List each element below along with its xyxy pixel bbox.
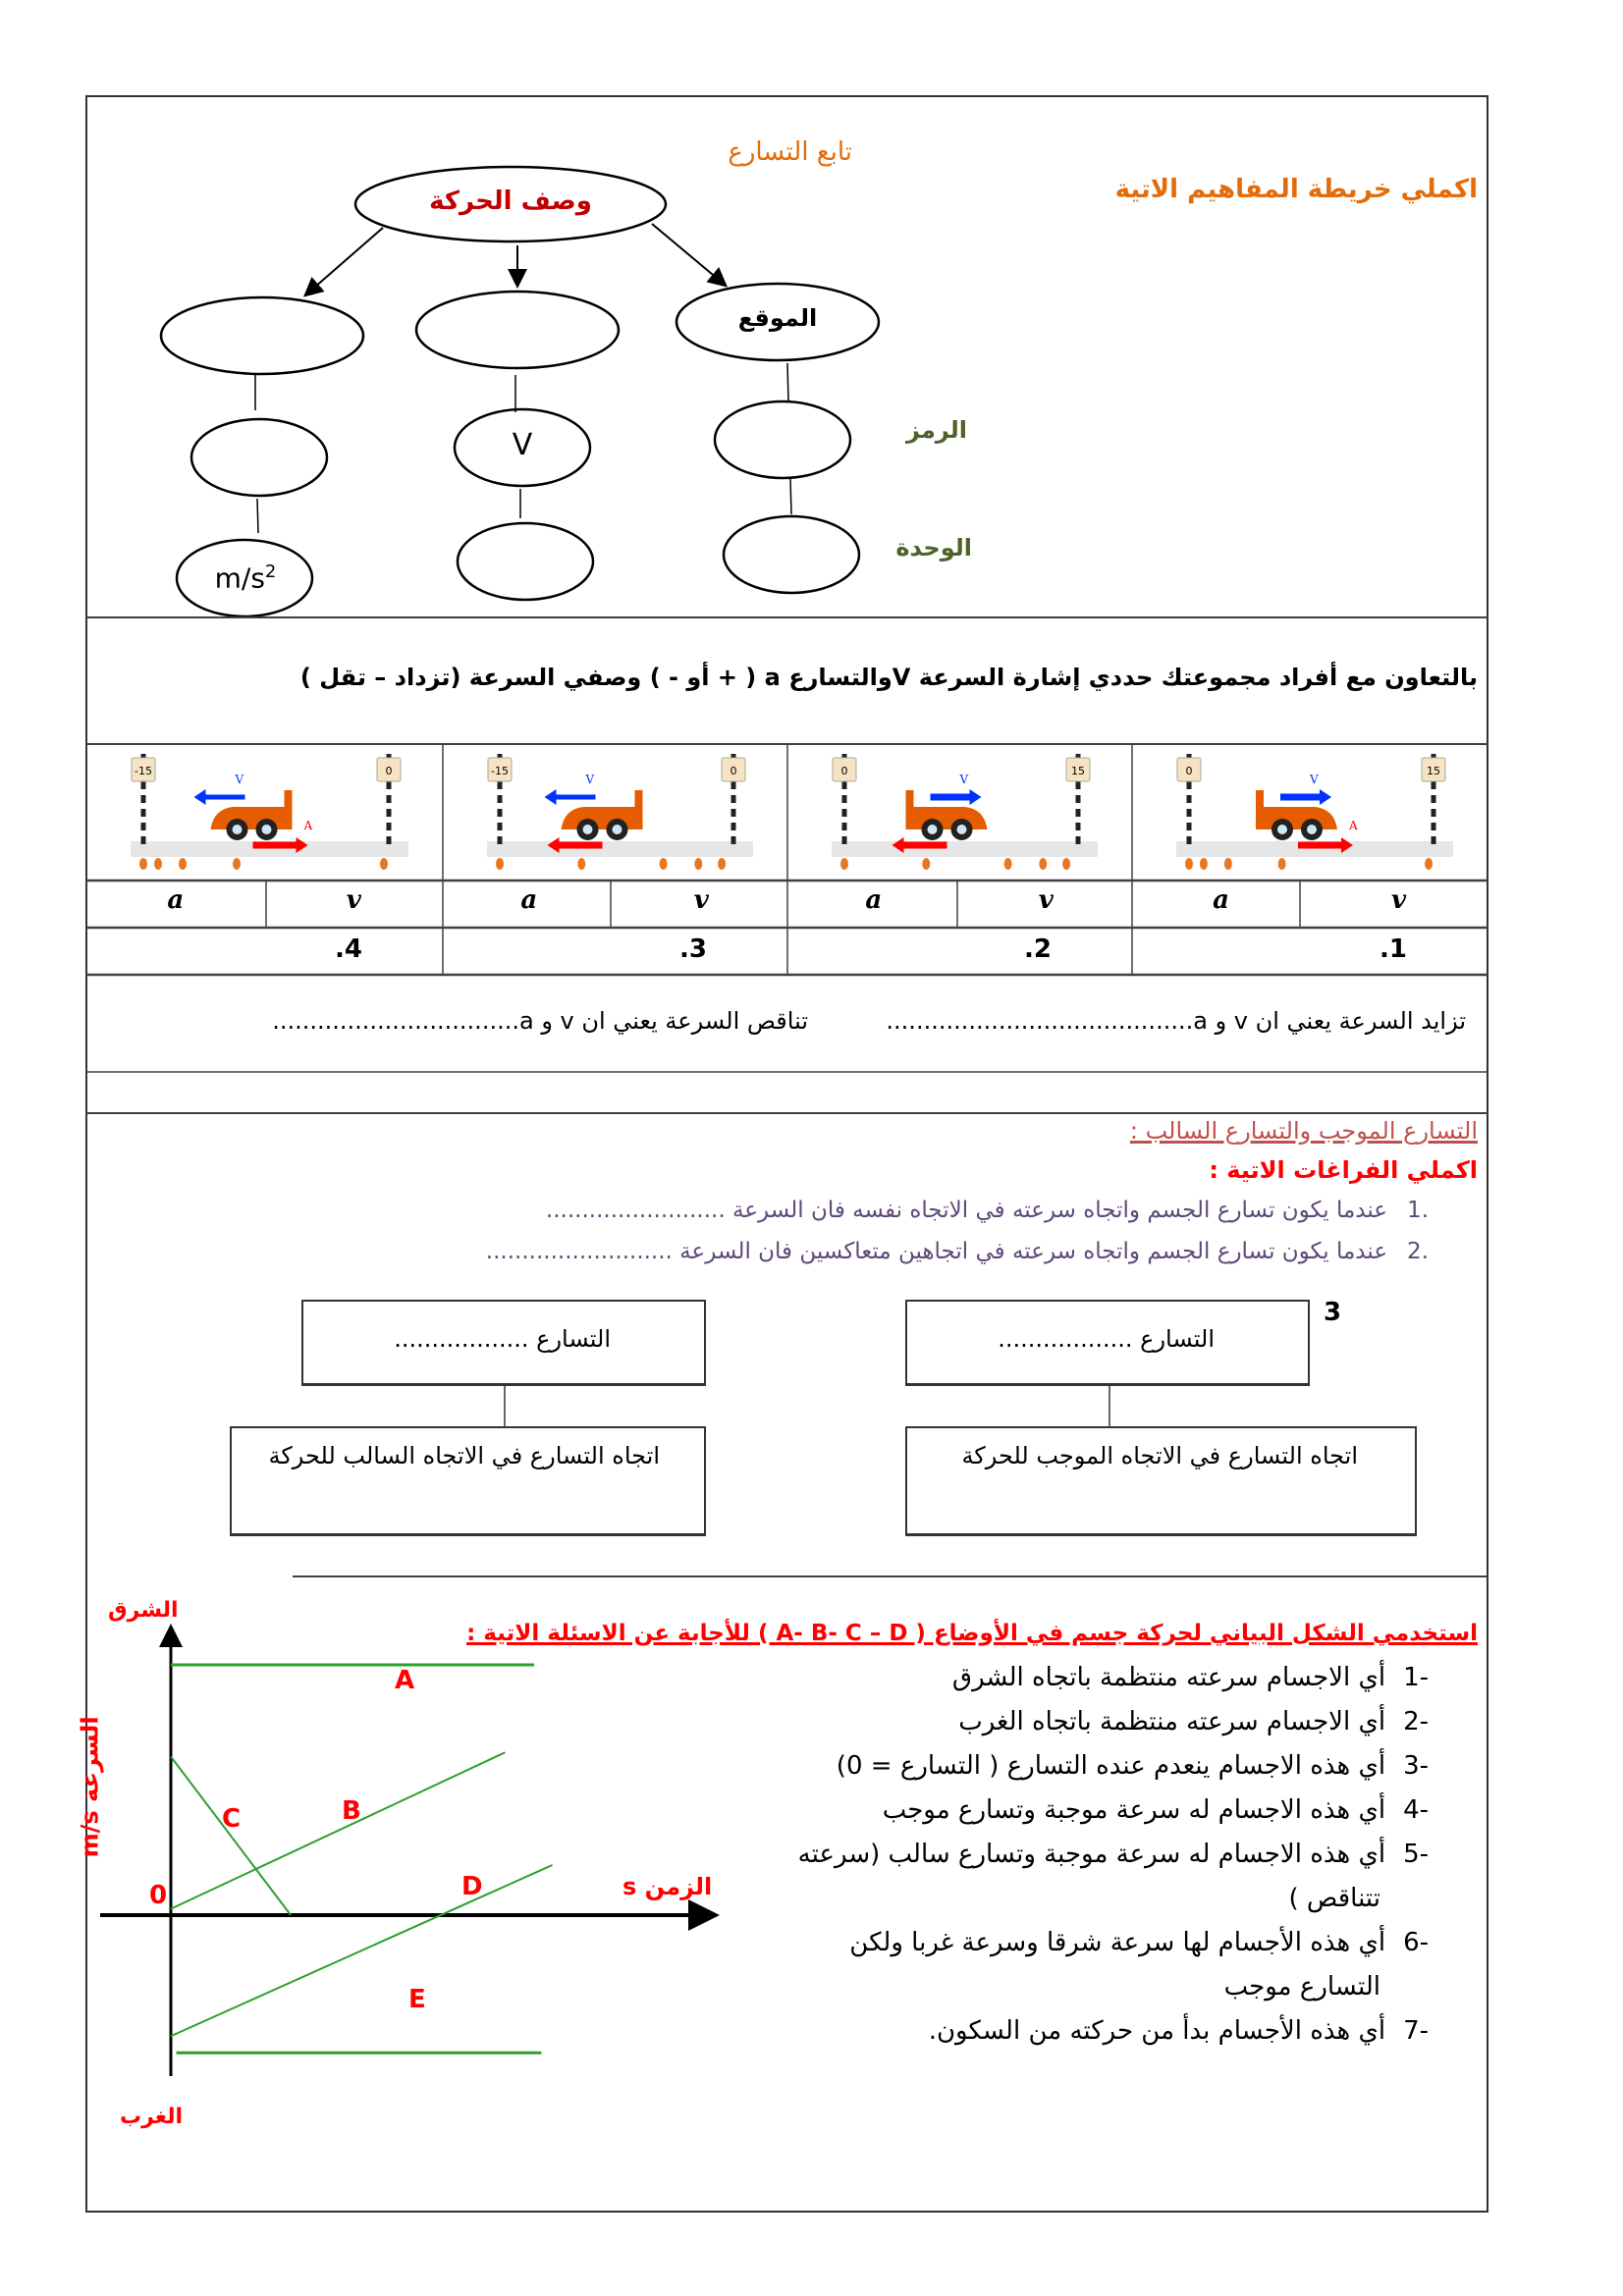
position-dot [139,858,147,870]
accel-sign-cell[interactable]: a [865,885,883,915]
positive-direction-text: اتجاه التسارع في الاتجاه الموجب للحركة [961,1442,1358,1469]
position-sign-label: 0 [1185,765,1193,777]
position-dot [694,858,702,870]
accel-sign-cell[interactable]: a [1213,885,1229,915]
velocity-arrow-label: V [1310,773,1319,786]
car-motion-illustration [487,754,753,870]
position-dot [496,858,504,870]
graph-question [952,1663,1429,1693]
question-continuation: التسارع موجب [1223,1972,1380,2002]
y-axis-top-label: الشرق [108,1598,179,1623]
position-dot [1200,858,1208,870]
blank-item-1 [546,1198,1429,1225]
position-dot [233,858,241,870]
series-label: A [395,1666,415,1695]
item-text[interactable]: عندما يكون تسارع الجسم واتجاه سرعته في الاتجاه نفسه فان السرعة ......................... [545,1198,1388,1223]
symbol-row-label: الرمز [906,416,967,444]
position-dot [1278,858,1286,870]
acceleration-arrow-label: A [1349,819,1358,832]
arrow-left [306,228,383,294]
car-motion-illustration [1176,754,1453,870]
blank-item-2 [486,1239,1429,1266]
accel-sign-cell[interactable]: a [167,885,185,915]
question-number: -1 [1403,1663,1429,1692]
unit-power: 2 [264,561,277,582]
negative-acceleration-box [301,1300,706,1386]
signs-instruction: بالتعاون مع أفراد مجموعتك حددي إشارة السرعة Vوالتسارع a ( + أو - ) وصفي السرعة (تزداد – تقل ) [299,664,1478,691]
position-dot [154,858,162,870]
position-dot [1425,858,1433,870]
y-axis-label: السرعة m/s [76,1716,104,1858]
position-dot [840,858,848,870]
position-sign-label: 15 [1071,765,1085,777]
position-sign-label: 15 [1427,765,1440,777]
velocity-sign-cell[interactable]: v [346,885,361,915]
graph-question [849,1928,1429,1958]
question-text: أي هذه الاجسام ينعدم عنده التسارع ( التسارع = 0) [836,1751,1386,1781]
graph-question [798,1840,1429,1870]
acceleration-arrow-label: A [303,819,313,832]
page-border [86,96,1488,2212]
position-sign-label: 0 [840,765,848,777]
position-dot [1185,858,1193,870]
acceleration-unit: m/s [214,561,265,595]
velocity-arrow-label: V [585,773,595,786]
series-label: D [461,1872,483,1901]
position-node-label: الموقع [737,304,818,332]
position-sign-label: 0 [730,765,737,777]
series-line-c [171,1757,291,1916]
symbol-node-right [715,401,850,478]
positive-direction-box [905,1426,1417,1536]
pos-neg-heading: التسارع الموجب والتسارع السالب : [1129,1117,1478,1145]
position-dot [718,858,726,870]
position-dot [1062,858,1070,870]
position-dot [577,858,585,870]
accel-sign-cell[interactable]: a [520,885,538,915]
concept-map-subtitle: تابع التسارع [728,137,852,167]
velocity-sign-cell[interactable]: v [693,885,709,915]
panel-number: .2 [1024,934,1052,964]
root-node-label: وصف الحركة [429,187,592,216]
graph-question [929,2016,1429,2047]
question-text: أي هذه الأجسام بدأ من حركته من السكون. [928,2016,1386,2046]
sentence-decrease[interactable]: تناقص السرعة يعني ان v و a................................. [272,1007,808,1035]
panel-number: .4 [335,934,362,964]
series-label: B [342,1796,361,1826]
item-number: .2 [1407,1239,1429,1264]
question-number: -6 [1403,1928,1429,1957]
question-number: -5 [1403,1840,1429,1869]
fill-blanks-heading: اكملي الفراغات الاتية : [1209,1156,1478,1184]
y-axis-bottom-label: الغرب [120,2105,184,2129]
sentence-increase[interactable]: تزايد السرعة يعني ان v و a......................................... [886,1007,1466,1035]
question-text: أي هذه الاجسام له سرعة موجبة وتسارع سالب (سرعته [797,1840,1386,1869]
question-number: -7 [1403,2016,1429,2046]
origin-label: 0 [149,1881,168,1910]
item-3-number: 3 [1324,1298,1342,1327]
position-sign-label: -15 [491,765,509,777]
velocity-symbol: V [512,428,533,462]
question-number: -4 [1403,1795,1429,1825]
positive-acceleration-blank[interactable]: التسارع .................. [998,1325,1215,1353]
position-dot [660,858,668,870]
car-motion-illustration [832,754,1098,870]
position-dot [380,858,388,870]
arrow-right [652,224,725,285]
graph-heading: استخدمي الشكل البياني لحركة جسم في الأوضاع ( A- B- C – D ) للأجابة عن الاسئلة الاتية : [466,1621,1478,1646]
node-empty-middle [416,292,619,368]
unit-row-label: الوحدة [895,534,972,561]
x-axis-label: الزمن s [622,1873,713,1900]
question-text: أي الاجسام سرعته منتظمة باتجاه الشرق [951,1663,1386,1692]
car-motion-illustration [131,754,408,870]
negative-direction-text: اتجاه التسارع في الاتجاه السالب للحركة [268,1442,660,1469]
series-line-d [171,1865,553,2036]
item-text[interactable]: عندما يكون تسارع الجسم واتجاه سرعته في اتجاهين متعاكسين فان السرعة .......................... [485,1239,1388,1264]
question-text: أي الاجسام سرعته منتظمة باتجاه الغرب [958,1707,1386,1736]
graph-question [958,1707,1429,1737]
question-text: أي هذه الاجسام له سرعة موجبة وتسارع موجب [882,1795,1386,1825]
node-empty-left [161,297,363,374]
unit-node-right [724,516,859,593]
item-number: .1 [1407,1198,1429,1223]
velocity-arrow-label: V [235,773,244,786]
velocity-arrow-label: V [959,773,969,786]
panel-number: .1 [1380,934,1407,964]
position-dot [179,858,187,870]
question-number: -3 [1403,1751,1429,1781]
graph-question [883,1795,1429,1826]
concept-map-instruction: اكملي خريطة المفاهيم الاتية [1114,175,1478,204]
question-continuation: تتناقص ) [1288,1884,1380,1913]
position-dot [1039,858,1047,870]
negative-acceleration-blank[interactable]: التسارع .................. [394,1325,611,1353]
position-dot [922,858,930,870]
velocity-sign-cell[interactable]: v [1390,885,1407,915]
velocity-sign-cell[interactable]: v [1038,885,1054,915]
graph-question [837,1751,1429,1782]
symbol-node-left [191,419,327,496]
question-text: أي هذه الأجسام لها سرعة شرقا وسرعة غربا ولكن [849,1928,1386,1957]
negative-direction-box [230,1426,706,1536]
series-label: C [222,1804,242,1834]
unit-node-middle [458,523,593,600]
positive-acceleration-box [905,1300,1310,1386]
panel-number: .3 [679,934,707,964]
position-sign-label: -15 [135,765,152,777]
position-dot [1224,858,1232,870]
position-dot [1004,858,1012,870]
question-number: -2 [1403,1707,1429,1736]
series-label: E [408,1985,426,2014]
position-sign-label: 0 [385,765,393,777]
